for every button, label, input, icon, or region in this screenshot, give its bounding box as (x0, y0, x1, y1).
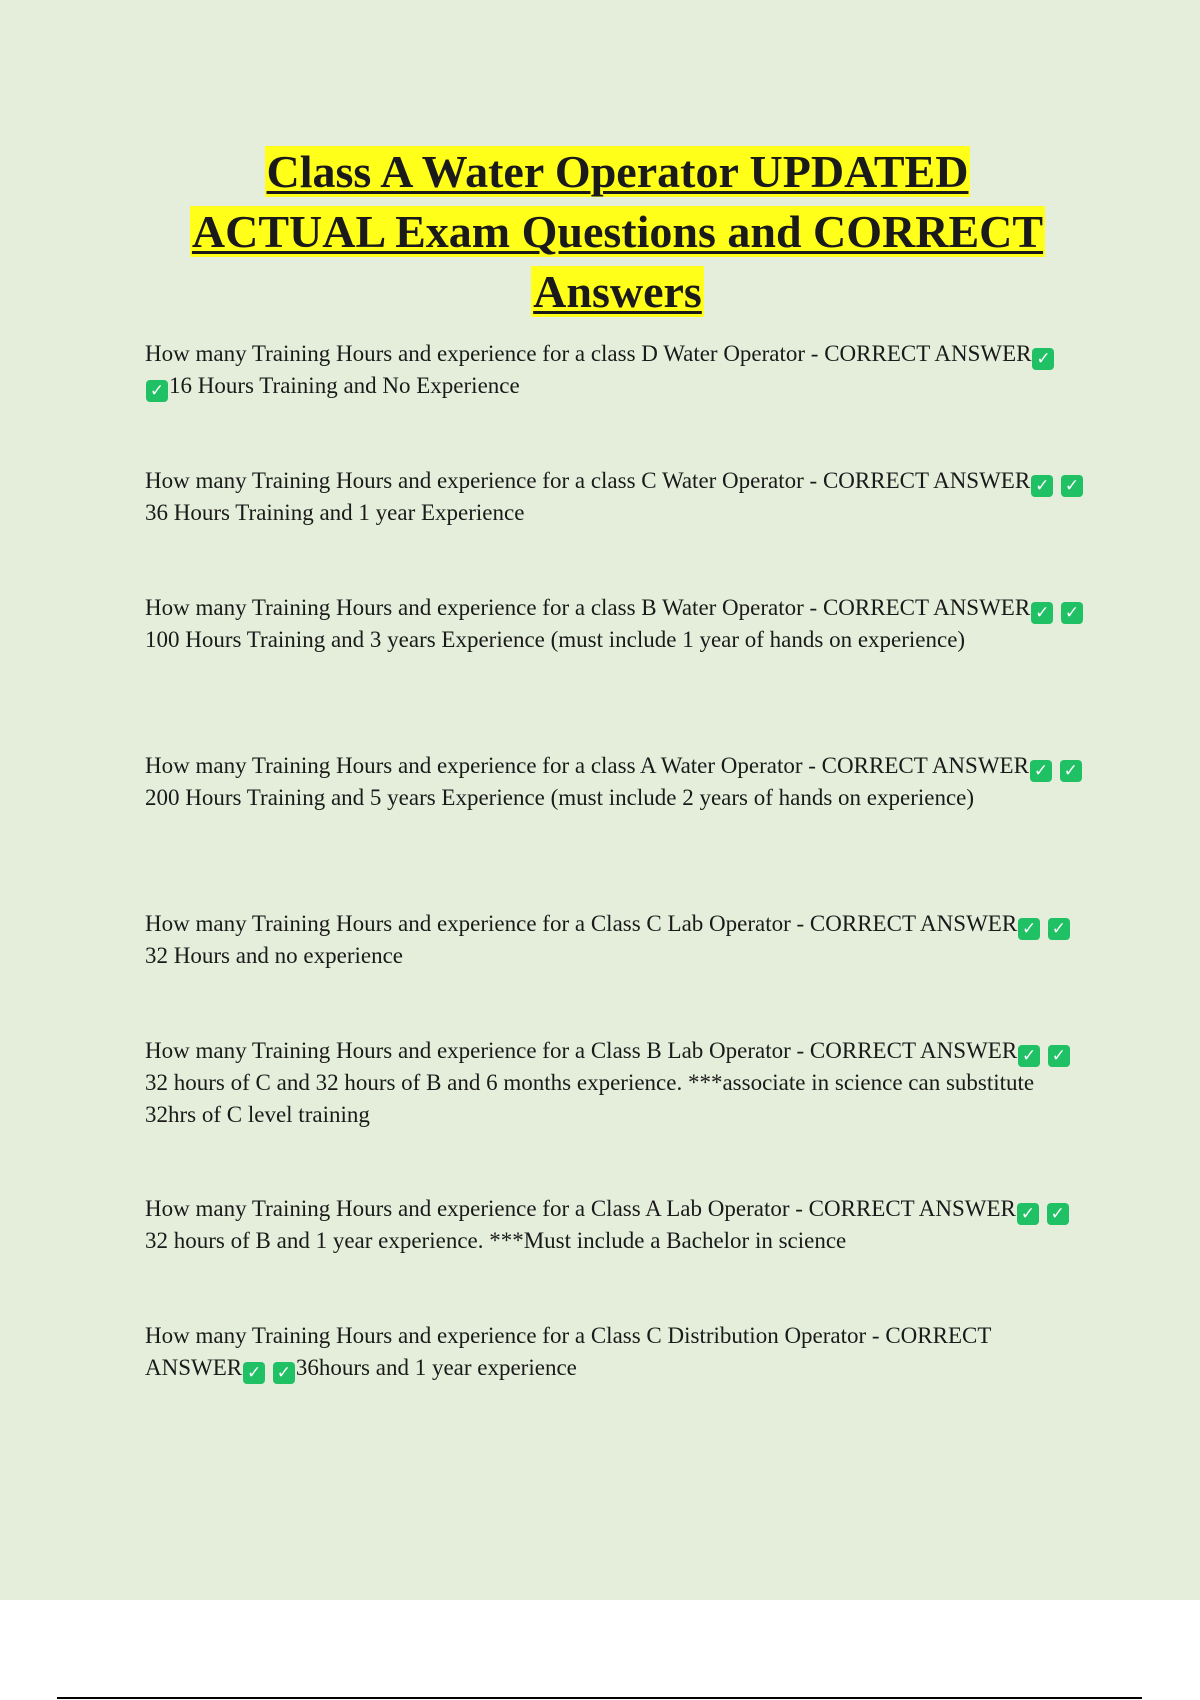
answer-text: 36hours and 1 year experience (295, 1355, 577, 1380)
answer-text: 32 hours of B and 1 year experience. ***Must include a Bachelor in science (145, 1228, 847, 1253)
answer-text: 32 Hours and no experience (145, 943, 404, 968)
check-mark-icon: ✓ (1048, 1045, 1070, 1067)
qa-item (145, 465, 1085, 592)
check-mark-icon: ✓ (1061, 602, 1083, 624)
qa-item (145, 338, 1085, 465)
qa-item (145, 1035, 1085, 1193)
question-text: How many Training Hours and experience for a Class B Lab Operator - CORRECT ANSWER (145, 1038, 1018, 1063)
title-line-1: Class A Water Operator UPDATED (266, 146, 969, 197)
question-text: How many Training Hours and experience for a Class C Distribution Operator - CORRECT ANSWER (145, 1323, 991, 1380)
check-mark-icon: ✓ (243, 1362, 265, 1384)
question-text: How many Training Hours and experience for a class D Water Operator - CORRECT ANSWER (145, 341, 1032, 366)
check-mark-icon: ✓ (1031, 602, 1053, 624)
check-mark-icon: ✓ (1047, 1203, 1069, 1225)
check-mark-icon: ✓ (1032, 348, 1054, 370)
qa-item (145, 592, 1085, 750)
check-mark-icon: ✓ (1030, 760, 1052, 782)
qa-item (145, 750, 1085, 908)
check-mark-icon: ✓ (273, 1362, 295, 1384)
qa-list (145, 338, 1085, 1447)
qa-item (145, 1193, 1085, 1320)
answer-text: 16 Hours Training and No Experience (169, 373, 520, 398)
question-text: How many Training Hours and experience for a class A Water Operator - CORRECT ANSWER (145, 753, 1029, 778)
question-text: How many Training Hours and experience for a Class C Lab Operator - CORRECT ANSWER (145, 911, 1018, 936)
question-text: How many Training Hours and experience for a class C Water Operator - CORRECT ANSWER (145, 468, 1031, 493)
answer-text: 100 Hours Training and 3 years Experience (must include 1 year of hands on experience) (145, 627, 966, 652)
document-title (90, 142, 1145, 322)
qa-item (145, 1320, 1085, 1447)
question-text: How many Training Hours and experience for a class B Water Operator - CORRECT ANSWER (145, 595, 1031, 620)
footer-divider (57, 1697, 1142, 1699)
check-mark-icon: ✓ (1031, 475, 1053, 497)
check-mark-icon: ✓ (1061, 475, 1083, 497)
check-mark-icon: ✓ (1017, 1203, 1039, 1225)
answer-text: 200 Hours Training and 5 years Experience (must include 2 years of hands on experience) (145, 785, 975, 810)
answer-text: 32 hours of C and 32 hours of B and 6 months experience. ***associate in science can substitute 32hrs of C level training (145, 1070, 1035, 1127)
check-mark-icon: ✓ (1018, 1045, 1040, 1067)
check-mark-icon: ✓ (1048, 918, 1070, 940)
question-text: How many Training Hours and experience for a Class A Lab Operator - CORRECT ANSWER (145, 1196, 1016, 1221)
title-line-2: ACTUAL Exam Questions and CORRECT (191, 206, 1044, 257)
title-line-3: Answers (533, 266, 702, 317)
check-mark-icon: ✓ (1018, 918, 1040, 940)
check-mark-icon: ✓ (1060, 760, 1082, 782)
check-mark-icon: ✓ (146, 380, 168, 402)
qa-item (145, 908, 1085, 1035)
answer-text: 36 Hours Training and 1 year Experience (145, 500, 525, 525)
